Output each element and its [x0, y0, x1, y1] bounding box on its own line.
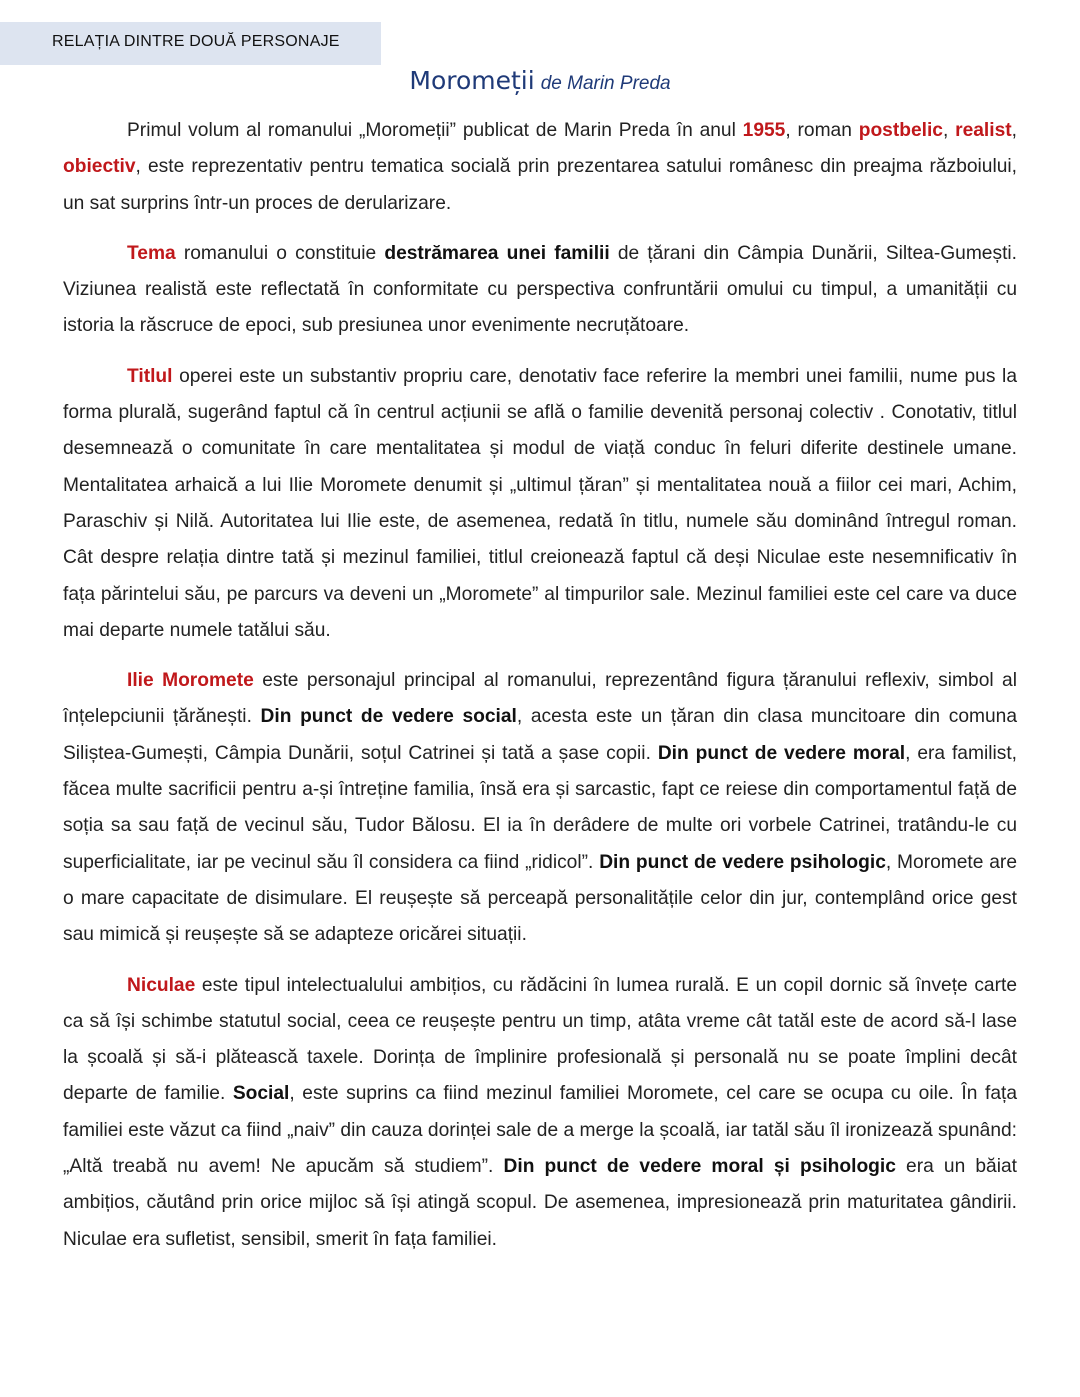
body-text: , Moromete are o mare capacitate de disimulare. El reușește să perceapă personalitățile celor din jur, contemplând orice gest sau mimică și reușește să se adapteze oricărei situații.	[63, 851, 1017, 946]
paragraph-tema	[63, 236, 1017, 345]
body-text: , era familist, făcea multe sacrificii pentru a-și întreține familia, însă era și sarcastic, fapt ce reiese din comportamentul față de soția sa sau față de vecinul său, Tudor Bălosu. El ia în derâdere de multe ori vorbele Catrinei, tratându-le cu superficialitate, iar pe vecinul său îl considera ca fiind „ridicol”.	[63, 742, 1017, 873]
highlight-term: Niculae	[127, 974, 196, 996]
section-header	[0, 22, 381, 65]
body-text: este personajul principal al romanului, reprezentând figura țăranului reflexiv, simbol al înțelepciunii țărănești.	[63, 670, 1017, 728]
document-title	[0, 66, 1080, 95]
body-text: , acesta este un țăran din clasa muncitoare din comuna Siliștea-Gumești, Câmpia Dunării, soțul Catrinei și tată a șase copii.	[63, 706, 1017, 764]
highlight-term: Titlul	[127, 365, 173, 387]
highlight-term: 1955	[742, 120, 786, 141]
body-text: , este reprezentativ pentru tematica socială prin prezentarea satului românesc din preajma războiului, un sat surprins într-un proces de derularizare.	[63, 156, 1017, 214]
bold-phrase: destrămarea unei familii	[384, 242, 610, 264]
bold-phrase: Din punct de vedere moral	[657, 742, 906, 764]
paragraph-ilie	[63, 663, 1017, 953]
bold-phrase: Din punct de vedere social	[260, 706, 517, 728]
body-text: era un băiat ambițios, căutând prin orice mijloc să își atingă scopul. De asemenea, impresionează prin maturitatea gândirii. Niculae era sufletist, sensibil, smerit în fața familiei.	[63, 1156, 1017, 1250]
body-text: Primul volum al romanului „Moromeții” publicat de Marin Preda în anul	[127, 120, 743, 141]
highlight-term: realist	[955, 120, 1012, 141]
body-text: , este suprins ca fiind mezinul familiei Moromete, cel care se ocupa cu oile. În fața familiei este văzut ca fiind „naiv” din cauza dorinței sale de a merge la școală, iar tatăl său îl ironizează spunând: „Altă treabă nu avem! Ne apucăm să studiem”.	[63, 1083, 1017, 1178]
bold-phrase: Din punct de vedere psihologic	[599, 851, 886, 873]
highlight-term: Ilie Moromete	[127, 670, 254, 692]
highlight-term: obiectiv	[63, 156, 136, 178]
body-text: de țărani din Câmpia Dunării, Siltea-Gumești. Viziunea realistă este reflectată în conformitate cu perspectiva confruntării omului cu timpul, a umanității cu istoria la răscruce de epoci, sub presiunea unor evenimente necruțătoare.	[63, 242, 1017, 337]
bold-phrase: Social	[232, 1083, 290, 1105]
body-text: , roman	[785, 120, 859, 141]
body-text: este tipul intelectualului ambițios, cu rădăcini în lumea rurală. E un copil dornic să învețe carte ca să își schimbe statutul social, ceea ce reușește pentru un timp, atâta vreme cât tatăl este de acord să-l lase la școală și să-i plătească taxele. Dorința de împlinire profesională și personală nu se poate împlini decât departe de familie.	[63, 974, 1017, 1105]
body-text: romanului o constituie	[175, 242, 385, 264]
highlight-term: Tema	[127, 242, 176, 264]
body-text: ,	[942, 120, 956, 141]
paragraph-titlul	[63, 359, 1017, 649]
section-header-label: RELAȚIA DINTRE DOUĂ PERSONAJE	[52, 33, 340, 50]
paragraph-niculae	[63, 968, 1017, 1258]
title-author: de Marin Preda	[540, 73, 671, 94]
body-text: operei este un substantiv propriu care, denotativ face referire la membri unei familii, nume pus la forma plurală, sugerând faptul că în centrul acțiunii se află o familie devenită personaj colectiv . Conotativ, titlul desemnează o comunitate în care mentalitatea și modul de viață conduc în feluri diferite destinele umane. Mentalitatea arhaică a lui Ilie Moromete denumit și „ultimul țăran” și mentalitatea nouă a fiilor cei mari, Achim, Paraschiv și Nilă. Autoritatea lui Ilie este, de asemenea, redată în titlu, numele său dominând întregul roman. Cât despre relația dintre tată și mezinul familiei, titlul creionează faptul că deși Niculae este nesemnificativ în fața părintelui său, pe parcurs va deveni un „Moromete” al timpurilor sale. Mezinul familiei este cel care va duce mai departe numele tatălui său.	[63, 365, 1017, 641]
paragraph-intro	[63, 113, 1017, 222]
bold-phrase: Din punct de vedere moral și psihologic	[503, 1156, 896, 1178]
highlight-term: postbelic	[858, 120, 943, 141]
document-body	[63, 113, 1017, 1258]
body-text: ,	[1011, 120, 1017, 141]
title-main: Moromeții	[409, 66, 535, 95]
